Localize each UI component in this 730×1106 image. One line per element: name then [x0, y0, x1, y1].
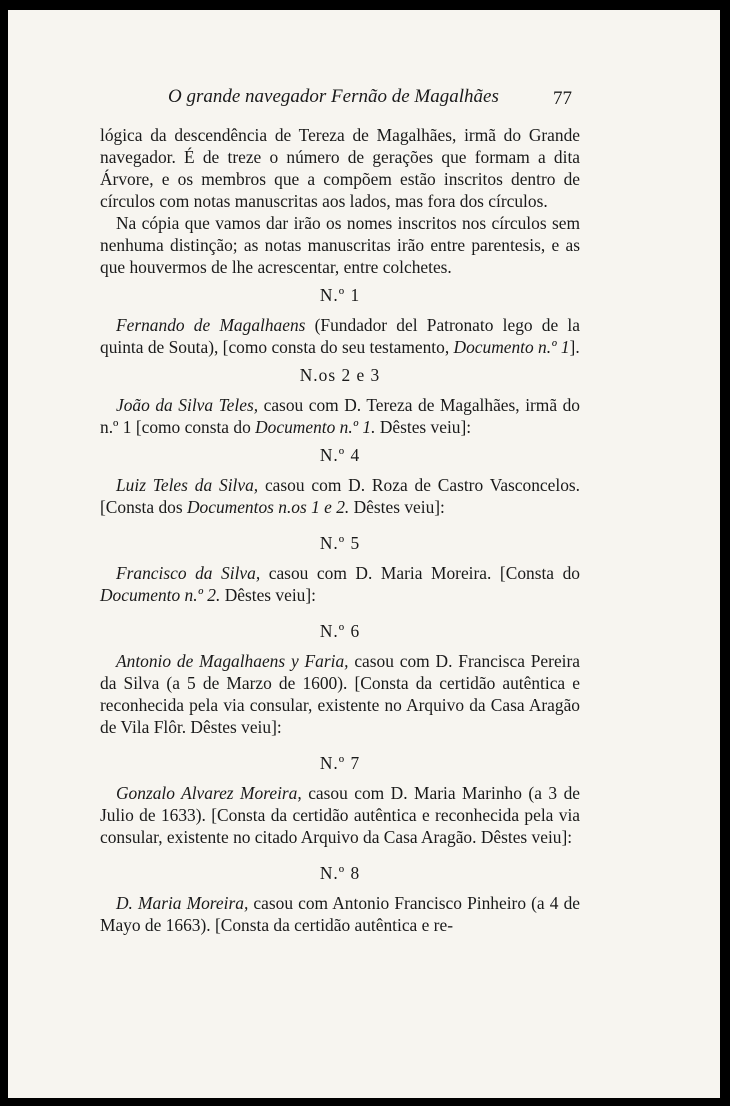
- entry-text-end: Dêstes veiu]:: [375, 417, 472, 437]
- entry-name: Antonio de Magalhaens y Faria,: [116, 651, 349, 671]
- entry-name: Fernando de Magalhaens: [116, 315, 306, 335]
- entry-text: casou com D. Francisca Pereira da Silva (a 5 de Marzo de 1600). [Consta da certidão autêntica e reconhecida pela via consular, existente no Arquivo da Casa Aragão de Vila Flôr. Dêstes veiu]:: [100, 651, 581, 737]
- entry-heading-7: N.º 8: [319, 863, 361, 883]
- document-page: [8, 10, 720, 1098]
- entry-3: [100, 474, 580, 518]
- entry-reference: Documento n.º 1.: [255, 417, 376, 437]
- entry-text: (Fundador del Patronato lego de la quinta de Souta), [como consta do seu testamento,: [100, 315, 580, 357]
- entry-2: [100, 394, 580, 438]
- entry-6: [100, 782, 580, 848]
- entry-name: Gonzalo Alvarez Moreira,: [116, 783, 302, 803]
- page-header: [8, 82, 720, 112]
- entry-reference: Documento n.º 1: [453, 337, 570, 357]
- entry-reference: Documentos n.os 1 e 2.: [186, 497, 350, 517]
- entry-heading-2: N.os 2 e 3: [299, 365, 381, 385]
- entry-text: casou com D. Roza de Castro Vasconcelos. [Consta dos: [100, 475, 581, 517]
- entry-5: [100, 650, 580, 738]
- entry-heading-3: N.º 4: [319, 445, 361, 465]
- entry-name: Francisco da Silva,: [116, 563, 261, 583]
- entry-text: casou com D. Tereza de Magalhães, irmã do n.º 1 [como consta do: [100, 395, 580, 437]
- entry-text: casou com Antonio Francisco Pinheiro (a 4 de Mayo de 1663). [Consta da certidão autêntica e re-: [100, 893, 580, 935]
- entry-text: casou com D. Maria Marinho (a 3 de Julio de 1633). [Consta da certidão autêntica e reconhecida pela via consular, existente no citado Arquivo da Casa Aragão. Dêstes veiu]:: [100, 783, 580, 847]
- entry-heading-5: N.º 6: [319, 621, 361, 641]
- entry-name: Luiz Teles da Silva,: [116, 475, 259, 495]
- entry-7: [100, 892, 580, 936]
- entry-reference: Documento n.º 2.: [100, 585, 221, 605]
- entry-heading-6: N.º 7: [319, 753, 361, 773]
- paragraph-intro-2: Na cópia que vamos dar irão os nomes inscritos nos círculos sem nenhuma distinção; as notas manuscritas irão entre parentesis, e as que houvermos de lhe acrescentar, entre colchetes.: [100, 213, 580, 277]
- entry-text-end: Dêstes veiu]:: [220, 585, 316, 605]
- page-number: 77: [553, 88, 572, 109]
- entry-text: casou com D. Maria Moreira. [Consta do: [260, 563, 580, 583]
- body-text: [100, 124, 580, 940]
- entry-heading-1: N.º 1: [319, 285, 361, 305]
- entry-name: João da Silva Teles,: [116, 395, 259, 415]
- entry-name: D. Maria Moreira,: [116, 893, 249, 913]
- paragraph-intro-1: lógica da descendência de Tereza de Magalhães, irmã do Grande navegador. É de treze o número de gerações que formam a dita Árvore, e os membros que a compõem estão inscritos dentro de círculos com notas manuscritas aos lados, mas fora dos círculos.: [100, 125, 580, 211]
- entry-1: [100, 314, 580, 358]
- entry-text-end: ].: [569, 337, 580, 357]
- entry-text-end: Dêstes veiu]:: [349, 497, 445, 517]
- entry-4: [100, 562, 580, 606]
- running-title: O grande navegador Fernão de Magalhães: [168, 86, 499, 107]
- entry-heading-4: N.º 5: [319, 533, 361, 553]
